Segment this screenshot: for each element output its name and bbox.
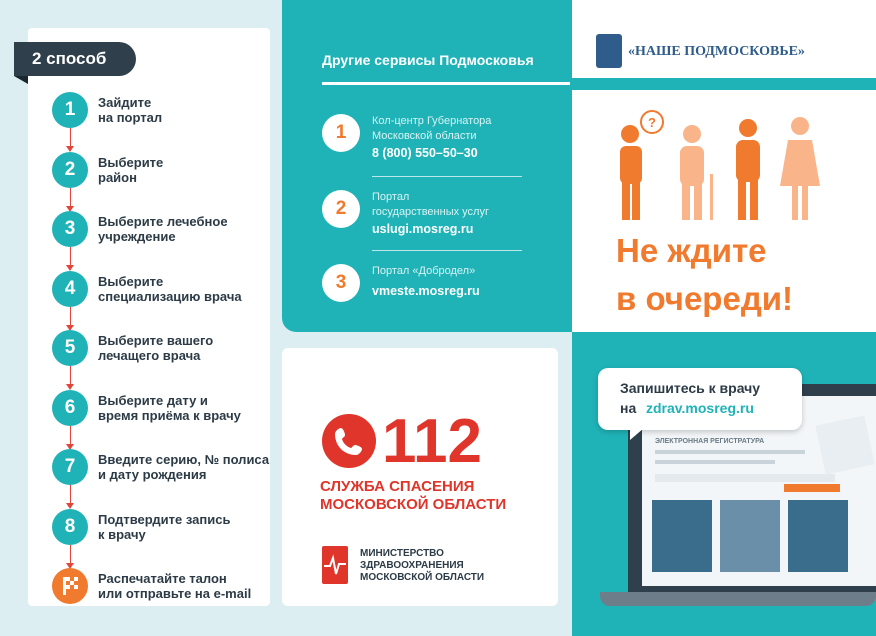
step-9 — [52, 568, 278, 608]
step-number: 2 — [52, 152, 88, 188]
slogan-line2: в очереди! — [616, 280, 794, 317]
ministry-name: МИНИСТЕРСТВО ЗДРАВООХРАНЕНИЯ МОСКОВСКОЙ ОБЛАСТИ — [360, 548, 485, 583]
step-5 — [52, 330, 278, 370]
coat-of-arms-icon — [596, 34, 622, 68]
step-1 — [52, 92, 278, 132]
step-text: Выберите лечебное учреждение — [98, 214, 228, 244]
step-text: Распечатайте талон или отправьте на e-mail — [98, 571, 252, 601]
bubble-tail — [630, 428, 644, 440]
screen-title: ЭЛЕКТРОННАЯ РЕГИСТРАТУРА — [655, 438, 765, 445]
screen-text-line — [655, 460, 775, 464]
step-number: 6 — [52, 390, 88, 426]
brand-name: «НАШЕ ПОДМОСКОВЬЕ» — [628, 44, 805, 59]
signup-url[interactable]: zdrav.mosreg.ru — [646, 400, 754, 416]
step-number: 7 — [52, 449, 88, 485]
service-link[interactable]: uslugi.mosreg.ru — [372, 222, 474, 236]
step-4 — [52, 271, 278, 311]
svg-text:?: ? — [648, 115, 656, 130]
step-connector — [70, 247, 71, 265]
service-separator — [372, 176, 522, 177]
slogan-line1: Не ждите — [616, 232, 767, 269]
screen-search-bar — [655, 474, 835, 482]
service-number: 1 — [322, 114, 360, 152]
services-title: Другие сервисы Подмосковья — [322, 52, 534, 68]
step-connector — [70, 485, 71, 503]
emergency-number: 112 — [382, 407, 483, 476]
step-connector — [70, 307, 71, 325]
step-6 — [52, 390, 278, 430]
step-number: 5 — [52, 330, 88, 366]
phone-icon — [322, 414, 376, 468]
step-text: Выберите дату и время приёма к врачу — [98, 393, 241, 423]
screen-button — [784, 484, 840, 492]
signup-bubble — [598, 368, 802, 430]
signup-text: Запишитесь к врачу — [620, 380, 761, 396]
step-text: Подтвердите запись к врачу — [98, 512, 231, 542]
step-text: Выберите район — [98, 155, 164, 185]
screen-tile — [788, 500, 848, 572]
laptop-base — [600, 592, 876, 606]
checkered-flag-icon — [52, 568, 88, 604]
step-connector — [70, 545, 71, 563]
screen-text-line — [655, 450, 805, 454]
service-number: 3 — [322, 264, 360, 302]
emergency-service-line2: МОСКОВСКОЙ ОБЛАСТИ — [320, 496, 507, 513]
step-3 — [52, 211, 278, 251]
step-number: 4 — [52, 271, 88, 307]
step-arrow-icon — [66, 384, 74, 390]
teal-stripe — [572, 78, 876, 90]
queue-people-icon — [608, 104, 848, 228]
screen-tile — [720, 500, 780, 572]
step-connector — [70, 366, 71, 384]
service-phone[interactable]: 8 (800) 550–50–30 — [372, 146, 478, 160]
step-connector — [70, 188, 71, 206]
step-8 — [52, 509, 278, 549]
signup-prefix: на — [620, 400, 637, 416]
service-number: 2 — [322, 190, 360, 228]
step-text: Выберите специализацию врача — [98, 274, 242, 304]
step-arrow-icon — [66, 503, 74, 509]
step-number: 3 — [52, 211, 88, 247]
step-number: 8 — [52, 509, 88, 545]
ministry-emblem-icon — [322, 546, 348, 584]
service-label: Портал «Добродел» — [372, 265, 476, 277]
service-label: Портал государственных услуг — [372, 191, 489, 218]
document-icon — [815, 415, 874, 474]
step-2 — [52, 152, 278, 192]
step-connector — [70, 128, 71, 146]
step-arrow-icon — [66, 146, 74, 152]
step-text: Выберите вашего лечащего врача — [98, 333, 214, 363]
method-badge: 2 способ — [14, 42, 136, 76]
ribbon-fold — [14, 76, 28, 84]
step-text: Введите серию, № полиса и дату рождения — [98, 452, 270, 482]
screen-tile — [652, 500, 712, 572]
step-number: 1 — [52, 92, 88, 128]
emergency-service-line1: СЛУЖБА СПАСЕНИЯ — [320, 478, 475, 495]
step-connector — [70, 426, 71, 444]
step-7 — [52, 449, 278, 489]
step-arrow-icon — [66, 265, 74, 271]
service-label: Кол-центр Губернатора Московской области — [372, 115, 492, 142]
services-divider — [322, 82, 570, 85]
step-text: Зайдите на портал — [98, 95, 163, 125]
service-separator — [372, 250, 522, 251]
service-link[interactable]: vmeste.mosreg.ru — [372, 284, 480, 298]
